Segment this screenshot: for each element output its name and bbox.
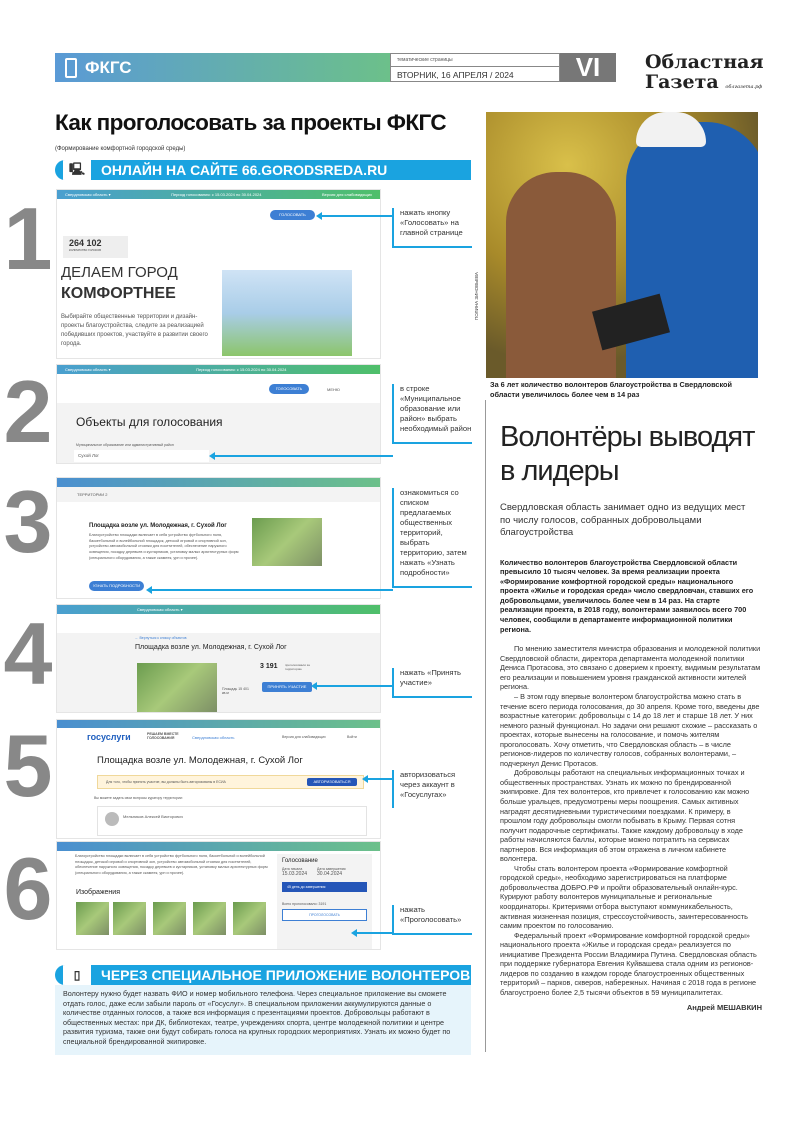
gallery-image[interactable] — [193, 902, 226, 935]
arrow-icon — [320, 215, 392, 217]
cast-vote-button[interactable]: ПРОГОЛОСОВАТЬ — [282, 909, 367, 921]
section-name: ФКГС — [85, 57, 132, 77]
vote-button[interactable]: ГОЛОСОВАТЬ — [270, 210, 315, 220]
brand-subtitle: РЕШАЕМ ВМЕСТЕ ГОЛОСОВАНИЯ — [147, 732, 179, 740]
step-6-screenshot — [57, 842, 380, 949]
step-4-callout: нажать «Принять участие» — [392, 668, 472, 698]
district-label: Муниципальное образование или административный район — [76, 443, 174, 447]
step-number: 6 — [3, 839, 53, 938]
region-select[interactable]: Свердловская область ▾ — [65, 192, 111, 197]
auth-warning: Для того, чтобы принять участие, вы должны быть авторизованы в ЕСИА — [97, 775, 364, 789]
article-author: Андрей МЕШАВКИН — [686, 1003, 762, 1013]
paragraph: Чтобы стать волонтером проекта «Формирование комфортной городской среды», необходимо зарегистрироваться на платформе добровольчества ДОБРО.РФ и пройти образовательный онлайн-курс. Курируют работу волонтеров муниципальные и региональные координаторы. Критериями отбора выступают коммуникабельность, активная жизненная позиция, стрессоустойчивость, заинтересованность самим проектом по голосованию. — [500, 863, 748, 931]
total-votes: Всего проголосовало: 3191 — [282, 902, 327, 906]
vote-button[interactable]: ГОЛОСОВАТЬ — [269, 384, 309, 394]
paragraph: Федеральный проект «Формирование комфортной городской среды» национального проекта «Жилье и городская среда» реализуется по инициативе Президента России Владимира Путина. Свердловская область при поддержке губернатора Евгения Куйвашева стала одним из регионов-лидеров по созданию в каждом городе благоустроенных общественных территорий – парков, скверов, набережных. Начиная с 2018 года в регионе благоустроено более 2,5 тысячи объектов в 59 муниципалитетах. — [500, 930, 757, 997]
online-section-bar — [55, 160, 471, 180]
step-3-callout: ознакомиться со списком предлагаемых общественных территорий, выбрать территорию, затем нажать «Узнать подробности» — [392, 488, 472, 588]
end-date: 30.04.2024 — [317, 871, 343, 877]
logo-site: облгазета.рф — [725, 84, 763, 90]
curator-card — [97, 806, 367, 836]
curator-name: Мельников Алексей Викторович — [123, 814, 183, 819]
step-number: 5 — [3, 716, 53, 815]
app-text: Волонтеру нужно будет назвать ФИО и номер мобильного телефона. Через специальное приложение вы сможете отдать голос, даже если забыли пароль от «Госуслуг». В специальном приложении аккумулируются данные о количестве отданных голосов, а также вся информация с презентациями проектов. Добровольцы работают в общественных местах: при ДК, библиотеках, театре, учреждениях спорта, центре молодежной политики и центре развития туризма, также они будут собирать голоса на крупных городских мероприятиях. Узнать их можно будет по специальной брендированной экипировке. — [55, 985, 471, 1055]
votes-label: проголосовали за территорию — [285, 663, 310, 671]
step-5-callout: авторизоваться через аккаунт в «Госуслугах» — [392, 770, 472, 808]
voting-period: Период голосования: с 15.03.2024 по 30.04.2024 — [171, 192, 262, 197]
start-date: 15.03.2024 — [282, 871, 308, 877]
accessibility-link[interactable]: Версия для слабовидящих — [321, 192, 372, 197]
end-label: Дата завершения — [317, 867, 346, 871]
step-number: 4 — [3, 604, 53, 703]
page-title: Как проголосовать за проекты ФКГС — [55, 110, 447, 135]
login-link[interactable]: Войти — [347, 735, 357, 739]
region-select[interactable]: Свердловская область ▾ — [65, 367, 111, 372]
authorize-button[interactable]: АВТОРИЗОВАТЬСЯ — [307, 778, 357, 786]
paragraph: По мнению заместителя министра образования и молодежной политики Свердловской области, директора департамента молодежной политики Дениса Протасова, это связано с доверием к проекту, видимым результатам его реализации и повышением уровня гражданской активности жителей региона. — [500, 644, 761, 692]
objects-heading: Объекты для голосования — [76, 415, 223, 429]
territory-title: Площадка возле ул. Молодежная, г. Сухой Лог — [89, 523, 227, 529]
page-number: VI — [560, 53, 616, 82]
avatar — [105, 812, 119, 826]
step-6-callout: нажать «Проголосовать» — [392, 905, 472, 935]
photo-caption: За 6 лет количество волонтеров благоустройства в Свердловской области увеличилось более чем в 14 раз — [490, 380, 732, 399]
territory-title: Площадка возле ул. Молодежная, г. Сухой Лог — [97, 755, 303, 766]
page-subtitle: (Формирование комфортной городской среды) — [55, 146, 186, 152]
voting-panel — [277, 854, 372, 949]
back-link[interactable]: ← Вернуться к списку объектов — [135, 636, 187, 640]
article-intro: Количество волонтеров благоустройства Свердловской области превысило 10 тысяч человек. За время реализации проекта «Формирование комфортной городской среды» национального проекта «Жилье и городская среда» число свердловчан, ставших его добровольцами, увеличилось более чем в 14 раз. На старте реализации проекта, в 2018 году, волонтерами заявилось всего 700 человек, сообщили в департаменте информационной политики региона. — [500, 557, 754, 634]
voting-title: Голосование — [282, 858, 318, 864]
details-button[interactable]: УЗНАТЬ ПОДРОБНОСТИ — [89, 581, 144, 591]
step-number: 2 — [3, 362, 53, 461]
images-heading: Изображения — [76, 889, 120, 896]
territory-image — [252, 518, 322, 566]
logo-line-2: Газета — [645, 71, 719, 93]
rubric: тематические страницы — [391, 54, 559, 67]
paragraph: – В этом году впервые волонтером благоустройства можно стать в течение всего периода голосования, до 30 апреля. Кроме того, введены две возрастные категории: добровольцы с 14 до 18 лет и старше 18 лет. У них немного разный функционал. Но задачи они решают схожие – рассказать о проектах, которые вынесены на голосование, и помочь жителям проголосовать. Хочу отметить, что Свердловская область – в числе регионов-лидеров по количеству голосов, собранных волонтерами, – подчеркнул Денис Протасов. — [500, 691, 760, 768]
app-section-bar — [55, 965, 471, 985]
gosuslugi-logo: госуслуги — [87, 732, 131, 742]
city-illustration — [222, 270, 352, 356]
step-5-screenshot — [57, 720, 380, 838]
curator-prompt: Вы можете задать свои вопросы куратору территории: — [94, 796, 183, 800]
voting-period: Период голосования: с 15.03.2024 по 30.04.2024 — [196, 367, 287, 372]
article — [490, 380, 760, 1013]
logo-line-1: Областная — [645, 51, 764, 73]
newspaper-logo — [645, 52, 764, 97]
section-banner — [55, 53, 390, 82]
computer-icon: 🖳 — [63, 160, 91, 180]
gallery-image[interactable] — [233, 902, 266, 935]
territory-title: Площадка возле ул. Молодежная, г. Сухой Лог — [135, 644, 287, 651]
photo-credit: ПОЛИНА ЗИНОВЬЕВА — [474, 272, 479, 320]
territory-description: Благоустройство площадки включает в себя устройство футбольного поля, баскетбольной и волейбольной площадок, детской игровой и спортивной зон, устройство автомобильной стоянки для посетителей, обеспечение наружного освещения, посадку деревьев и кустарников, установку малых архитектурных форм (специального оборудования, а также скамеек, урн и прочее). — [75, 854, 268, 876]
step-number: 1 — [3, 189, 53, 288]
issue-date: ВТОРНИК, 16 АПРЕЛЯ / 2024 — [397, 70, 514, 80]
arrow-icon — [355, 932, 393, 934]
article-headline: Волонтёры выводят в лидеры — [500, 421, 755, 487]
online-heading: ОНЛАЙН НА САЙТЕ 66.GORODSREDA.RU — [101, 162, 388, 178]
gallery-image[interactable] — [153, 902, 186, 935]
arrow-icon — [315, 685, 393, 687]
hero-title: ДЕЛАЕМ ГОРОД — [61, 264, 178, 281]
region-select[interactable]: Свердловская область ▾ — [137, 607, 183, 612]
district-select[interactable]: Сухой Лог — [74, 450, 209, 462]
territory-description: Благоустройство площадки включает в себя устройство футбольного поля, баскетбольной и волейбольной площадок, детской игровой и спортивной зон, устройство автомобильной стоянки для посетителей, обеспечение наружного освещения, посадку деревьев и кустарников, установку малых архитектурных форм (специального оборудования, а также скамеек, урн и прочее). — [89, 533, 239, 560]
phone-icon: ▯ — [63, 965, 91, 985]
vote-counter: 264 102 количество голосов — [63, 236, 128, 258]
step-number: 3 — [3, 472, 53, 571]
arrow-icon — [150, 589, 393, 591]
issue-info — [390, 53, 560, 82]
article-body — [500, 644, 762, 1013]
arrow-icon — [213, 455, 393, 457]
volunteers-photo — [486, 112, 758, 378]
menu-button[interactable]: МЕНЮ — [327, 387, 340, 392]
region-select[interactable]: Свердловская область — [192, 735, 235, 740]
gallery-image[interactable] — [76, 902, 109, 935]
arrow-icon — [366, 778, 393, 780]
app-heading: ЧЕРЕЗ СПЕЦИАЛЬНОЕ ПРИЛОЖЕНИЕ ВОЛОНТЕРОВ — [101, 967, 471, 983]
accessibility-link[interactable]: Версия для слабовидящих — [282, 735, 326, 739]
tab-territories[interactable]: ТЕРРИТОРИИ 2 — [57, 487, 380, 502]
days-left: 45 день до завершения — [282, 882, 367, 892]
step-4-screenshot — [57, 605, 380, 712]
area-label: Площадь 15 401 кв.м — [222, 687, 249, 695]
column-divider — [485, 400, 486, 1052]
gallery-image[interactable] — [113, 902, 146, 935]
article-lead: Свердловская область занимает одно из ведущих мест по числу голосов, собранных добровольцами благоустройства — [500, 502, 746, 538]
votes-count: 3 191 — [260, 663, 278, 670]
start-label: Дата начала — [282, 867, 303, 871]
step-1-callout: нажать кнопку «Голосовать» на главной странице — [392, 208, 472, 248]
step-2-screenshot — [57, 365, 380, 463]
hero-text: Выбирайте общественные территории и дизайн-проекты благоустройства, следите за реализацией победивших проектов, участвуйте в развитии своего города. — [61, 314, 208, 347]
territory-image — [137, 663, 217, 712]
participate-button[interactable]: ПРИНЯТЬ УЧАСТИЕ — [262, 682, 312, 692]
paragraph: Добровольцы работают на специальных информационных точках и общественных пространствах. Узнать их можно по брендированной экипировке. Для тех волонтеров, кто привлечет к голосованию как можно больше уральцев, предусмотрены меры поощрения. Самых активных наградят десятидневными туристическими поездками. К примеру, в прошлом году добровольцы смогли побывать в Крыму. Первая сотня получит подарочные сертификаты. Также каждому добровольцу в ходе работы начисляются баллы, которые можно потратить на сервисах партнеров. Вся информация об этом отражена в личном кабинете волонтера. — [500, 768, 750, 864]
step-2-callout: в строке «Муниципальное образование или район» выбрать необходимый район — [392, 384, 472, 444]
hero-title-bold: КОМФОРТНЕЕ — [61, 285, 176, 302]
step-3-screenshot — [57, 478, 380, 598]
fkgs-logo-icon — [65, 58, 77, 78]
